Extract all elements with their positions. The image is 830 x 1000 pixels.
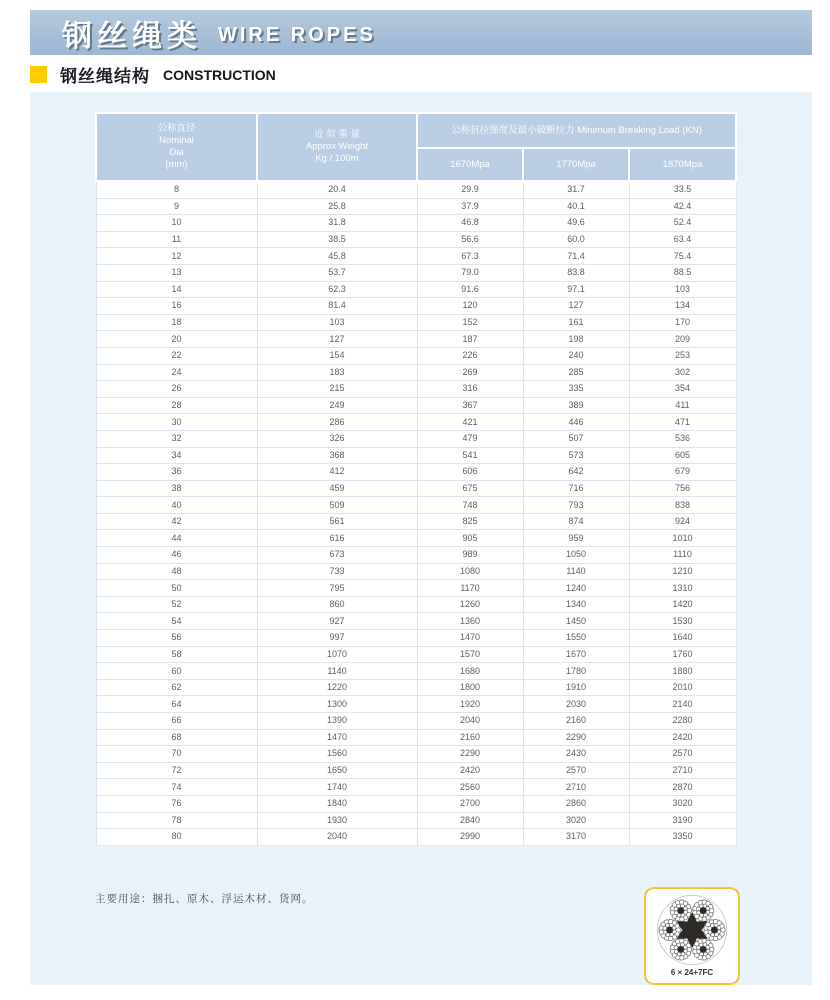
table-cell: 53.7	[257, 264, 417, 281]
table-cell: 50	[96, 580, 257, 597]
table-cell: 20.4	[257, 181, 417, 198]
table-cell: 31.7	[523, 181, 629, 198]
table-cell: 642	[523, 464, 629, 481]
table-cell: 446	[523, 414, 629, 431]
table-cell: 16	[96, 298, 257, 315]
table-cell: 825	[417, 513, 523, 530]
table-cell: 2840	[417, 812, 523, 829]
table-cell: 48	[96, 563, 257, 580]
table-row	[96, 497, 736, 514]
table-row	[96, 480, 736, 497]
table-row	[96, 181, 736, 198]
table-cell: 63.4	[629, 231, 736, 248]
table-cell: 1840	[257, 795, 417, 812]
header-line: Approx Weight	[305, 141, 369, 152]
table-cell: 46	[96, 547, 257, 564]
table-cell: 989	[417, 547, 523, 564]
table-cell: 1470	[417, 630, 523, 647]
table-cell: 2710	[629, 762, 736, 779]
table-cell: 1420	[629, 596, 736, 613]
table-cell: 31.8	[257, 215, 417, 232]
table-cell: 60	[96, 663, 257, 680]
table-cell: 1910	[523, 679, 629, 696]
table-cell: 127	[523, 298, 629, 315]
table-cell: 2870	[629, 779, 736, 796]
table-row	[96, 198, 736, 215]
table-row	[96, 762, 736, 779]
table-cell: 675	[417, 480, 523, 497]
table-row	[96, 812, 736, 829]
spec-table-wrap	[95, 112, 737, 846]
table-cell: 1220	[257, 679, 417, 696]
table-cell: 561	[257, 513, 417, 530]
table-cell: 68	[96, 729, 257, 746]
table-row	[96, 795, 736, 812]
table-cell: 795	[257, 580, 417, 597]
table-row	[96, 381, 736, 398]
table-cell: 78	[96, 812, 257, 829]
table-cell: 1930	[257, 812, 417, 829]
table-cell: 83.8	[523, 264, 629, 281]
table-cell: 2860	[523, 795, 629, 812]
table-cell: 62	[96, 679, 257, 696]
table-row	[96, 779, 736, 796]
table-cell: 28	[96, 397, 257, 414]
table-cell: 1260	[417, 596, 523, 613]
table-cell: 1470	[257, 729, 417, 746]
table-cell: 421	[417, 414, 523, 431]
table-cell: 3350	[629, 829, 736, 846]
header-nominal-dia	[96, 113, 257, 181]
table-cell: 326	[257, 430, 417, 447]
table-cell: 748	[417, 497, 523, 514]
table-cell: 1450	[523, 613, 629, 630]
table-cell: 2710	[523, 779, 629, 796]
table-cell: 412	[257, 464, 417, 481]
table-cell: 1300	[257, 696, 417, 713]
table-cell: 3020	[523, 812, 629, 829]
table-cell: 2700	[417, 795, 523, 812]
table-cell: 38	[96, 480, 257, 497]
page-title-bar	[30, 10, 812, 55]
table-cell: 62.3	[257, 281, 417, 298]
table-cell: 1070	[257, 646, 417, 663]
table-cell: 209	[629, 331, 736, 348]
header-1670mpa: 1670Mpa	[417, 148, 523, 181]
table-row	[96, 281, 736, 298]
table-cell: 2030	[523, 696, 629, 713]
table-cell: 2430	[523, 746, 629, 763]
table-cell: 927	[257, 613, 417, 630]
table-cell: 52	[96, 596, 257, 613]
table-row	[96, 298, 736, 315]
table-cell: 226	[417, 347, 523, 364]
table-row	[96, 679, 736, 696]
table-cell: 120	[417, 298, 523, 315]
table-cell: 1390	[257, 713, 417, 730]
table-cell: 2040	[257, 829, 417, 846]
table-cell: 573	[523, 447, 629, 464]
table-cell: 33.5	[629, 181, 736, 198]
table-cell: 1530	[629, 613, 736, 630]
header-line: 公称直径	[157, 123, 196, 134]
table-cell: 34	[96, 447, 257, 464]
table-cell: 1110	[629, 547, 736, 564]
header-approx-weight	[257, 113, 417, 181]
table-cell: 38.5	[257, 231, 417, 248]
table-cell: 187	[417, 331, 523, 348]
table-cell: 36	[96, 464, 257, 481]
header-line: 近 似 重 量	[314, 129, 360, 140]
table-cell: 1140	[257, 663, 417, 680]
page-title-zh: 钢丝绳类	[62, 19, 202, 53]
table-cell: 44	[96, 530, 257, 547]
table-cell: 37.9	[417, 198, 523, 215]
table-cell: 79.0	[417, 264, 523, 281]
header-1770mpa: 1770Mpa	[523, 148, 629, 181]
table-cell: 507	[523, 430, 629, 447]
table-cell: 26	[96, 381, 257, 398]
table-row	[96, 547, 736, 564]
table-cell: 10	[96, 215, 257, 232]
table-cell: 71.4	[523, 248, 629, 265]
table-row	[96, 530, 736, 547]
table-cell: 2040	[417, 713, 523, 730]
table-cell: 1360	[417, 613, 523, 630]
table-cell: 2280	[629, 713, 736, 730]
table-row	[96, 331, 736, 348]
table-cell: 1080	[417, 563, 523, 580]
usage-note: 主要用途：捆扎、原木、浮运木材、货网。	[95, 893, 314, 905]
table-cell: 2010	[629, 679, 736, 696]
table-row	[96, 215, 736, 232]
table-cell: 905	[417, 530, 523, 547]
table-cell: 411	[629, 397, 736, 414]
table-cell: 88.5	[629, 264, 736, 281]
table-cell: 616	[257, 530, 417, 547]
table-cell: 183	[257, 364, 417, 381]
yellow-bullet-icon	[30, 66, 47, 83]
table-cell: 134	[629, 298, 736, 315]
table-cell: 2140	[629, 696, 736, 713]
spec-table-header	[96, 113, 736, 181]
table-cell: 2160	[523, 713, 629, 730]
table-cell: 285	[523, 364, 629, 381]
table-cell: 1170	[417, 580, 523, 597]
table-cell: 860	[257, 596, 417, 613]
table-cell: 605	[629, 447, 736, 464]
table-cell: 2160	[417, 729, 523, 746]
table-row	[96, 596, 736, 613]
content-panel	[30, 92, 812, 985]
table-cell: 1570	[417, 646, 523, 663]
table-cell: 58	[96, 646, 257, 663]
table-cell: 3170	[523, 829, 629, 846]
table-cell: 97.1	[523, 281, 629, 298]
table-cell: 215	[257, 381, 417, 398]
table-cell: 60.0	[523, 231, 629, 248]
table-cell: 1010	[629, 530, 736, 547]
table-row	[96, 397, 736, 414]
table-cell: 269	[417, 364, 523, 381]
table-cell: 1560	[257, 746, 417, 763]
table-cell: 286	[257, 414, 417, 431]
table-cell: 471	[629, 414, 736, 431]
table-cell: 2560	[417, 779, 523, 796]
table-cell: 1800	[417, 679, 523, 696]
table-cell: 1240	[523, 580, 629, 597]
header-line: Nominal	[159, 135, 194, 146]
table-cell: 56	[96, 630, 257, 647]
table-row	[96, 713, 736, 730]
table-cell: 64	[96, 696, 257, 713]
spec-table	[95, 112, 737, 846]
table-cell: 793	[523, 497, 629, 514]
table-cell: 1050	[523, 547, 629, 564]
table-cell: 152	[417, 314, 523, 331]
table-cell: 80	[96, 829, 257, 846]
table-cell: 66	[96, 713, 257, 730]
table-row	[96, 464, 736, 481]
table-cell: 40.1	[523, 198, 629, 215]
table-cell: 1760	[629, 646, 736, 663]
table-cell: 11	[96, 231, 257, 248]
table-cell: 13	[96, 264, 257, 281]
table-cell: 1880	[629, 663, 736, 680]
table-cell: 733	[257, 563, 417, 580]
table-row	[96, 347, 736, 364]
table-row	[96, 430, 736, 447]
rope-cross-section-icon	[654, 892, 730, 968]
table-cell: 335	[523, 381, 629, 398]
table-cell: 541	[417, 447, 523, 464]
spec-table-body	[96, 181, 736, 845]
table-row	[96, 663, 736, 680]
table-row	[96, 314, 736, 331]
rope-cross-section-box	[644, 887, 740, 985]
table-row	[96, 513, 736, 530]
table-cell: 354	[629, 381, 736, 398]
table-cell: 76	[96, 795, 257, 812]
table-row	[96, 613, 736, 630]
table-row	[96, 829, 736, 846]
table-cell: 9	[96, 198, 257, 215]
table-cell: 924	[629, 513, 736, 530]
table-cell: 75.4	[629, 248, 736, 265]
table-row	[96, 231, 736, 248]
table-cell: 161	[523, 314, 629, 331]
table-cell: 716	[523, 480, 629, 497]
table-cell: 3020	[629, 795, 736, 812]
table-cell: 1740	[257, 779, 417, 796]
table-cell: 1780	[523, 663, 629, 680]
section-title-zh: 钢丝绳结构	[60, 66, 150, 86]
table-row	[96, 414, 736, 431]
table-cell: 72	[96, 762, 257, 779]
page-title-en: WIRE ROPES	[218, 24, 376, 46]
table-cell: 606	[417, 464, 523, 481]
header-line: (mm)	[165, 159, 188, 170]
table-cell: 29.9	[417, 181, 523, 198]
table-cell: 103	[257, 314, 417, 331]
table-row	[96, 447, 736, 464]
table-cell: 2420	[629, 729, 736, 746]
section-header	[30, 62, 276, 86]
table-cell: 1340	[523, 596, 629, 613]
table-cell: 756	[629, 480, 736, 497]
table-cell: 42.4	[629, 198, 736, 215]
section-title-en: CONSTRUCTION	[163, 67, 276, 83]
table-cell: 22	[96, 347, 257, 364]
table-cell: 42	[96, 513, 257, 530]
table-cell: 198	[523, 331, 629, 348]
table-cell: 1210	[629, 563, 736, 580]
table-cell: 32	[96, 430, 257, 447]
table-cell: 240	[523, 347, 629, 364]
table-cell: 154	[257, 347, 417, 364]
table-cell: 8	[96, 181, 257, 198]
table-cell: 14	[96, 281, 257, 298]
table-cell: 2420	[417, 762, 523, 779]
table-cell: 1670	[523, 646, 629, 663]
table-row	[96, 248, 736, 265]
table-row	[96, 580, 736, 597]
table-cell: 673	[257, 547, 417, 564]
header-1870mpa: 1870Mpa	[629, 148, 736, 181]
table-cell: 1640	[629, 630, 736, 647]
table-cell: 3190	[629, 812, 736, 829]
header-line: Kg / 100m	[315, 153, 359, 164]
table-cell: 874	[523, 513, 629, 530]
table-cell: 2290	[523, 729, 629, 746]
table-row	[96, 364, 736, 381]
table-cell: 127	[257, 331, 417, 348]
table-cell: 81.4	[257, 298, 417, 315]
table-cell: 2290	[417, 746, 523, 763]
table-cell: 253	[629, 347, 736, 364]
table-cell: 91.6	[417, 281, 523, 298]
table-cell: 24	[96, 364, 257, 381]
table-cell: 2570	[629, 746, 736, 763]
table-cell: 2990	[417, 829, 523, 846]
table-cell: 459	[257, 480, 417, 497]
table-row	[96, 264, 736, 281]
table-cell: 45.8	[257, 248, 417, 265]
table-cell: 316	[417, 381, 523, 398]
table-cell: 12	[96, 248, 257, 265]
table-cell: 367	[417, 397, 523, 414]
table-cell: 46.8	[417, 215, 523, 232]
table-cell: 40	[96, 497, 257, 514]
table-cell: 479	[417, 430, 523, 447]
table-row	[96, 646, 736, 663]
table-cell: 1140	[523, 563, 629, 580]
table-row	[96, 729, 736, 746]
table-cell: 536	[629, 430, 736, 447]
table-cell: 18	[96, 314, 257, 331]
table-cell: 49.6	[523, 215, 629, 232]
table-cell: 74	[96, 779, 257, 796]
table-cell: 1650	[257, 762, 417, 779]
table-cell: 1920	[417, 696, 523, 713]
table-cell: 52.4	[629, 215, 736, 232]
table-row	[96, 696, 736, 713]
table-cell: 302	[629, 364, 736, 381]
table-cell: 103	[629, 281, 736, 298]
header-line: Dia	[169, 147, 184, 158]
table-cell: 54	[96, 613, 257, 630]
table-cell: 1550	[523, 630, 629, 647]
table-cell: 70	[96, 746, 257, 763]
table-row	[96, 563, 736, 580]
table-cell: 509	[257, 497, 417, 514]
table-row	[96, 630, 736, 647]
table-cell: 959	[523, 530, 629, 547]
table-cell: 1310	[629, 580, 736, 597]
header-breaking-load-span: 公称抗拉强度及最小破断拉力 Minimum Breaking Load (KN)	[417, 113, 736, 148]
rope-construction-caption: 6 × 24+7FC	[670, 968, 714, 977]
table-cell: 838	[629, 497, 736, 514]
table-cell: 368	[257, 447, 417, 464]
table-cell: 56.6	[417, 231, 523, 248]
table-cell: 67.3	[417, 248, 523, 265]
table-cell: 389	[523, 397, 629, 414]
table-cell: 997	[257, 630, 417, 647]
table-row	[96, 746, 736, 763]
table-cell: 2570	[523, 762, 629, 779]
table-cell: 1680	[417, 663, 523, 680]
table-cell: 170	[629, 314, 736, 331]
table-cell: 679	[629, 464, 736, 481]
table-cell: 30	[96, 414, 257, 431]
table-cell: 25.8	[257, 198, 417, 215]
table-cell: 20	[96, 331, 257, 348]
table-cell: 249	[257, 397, 417, 414]
